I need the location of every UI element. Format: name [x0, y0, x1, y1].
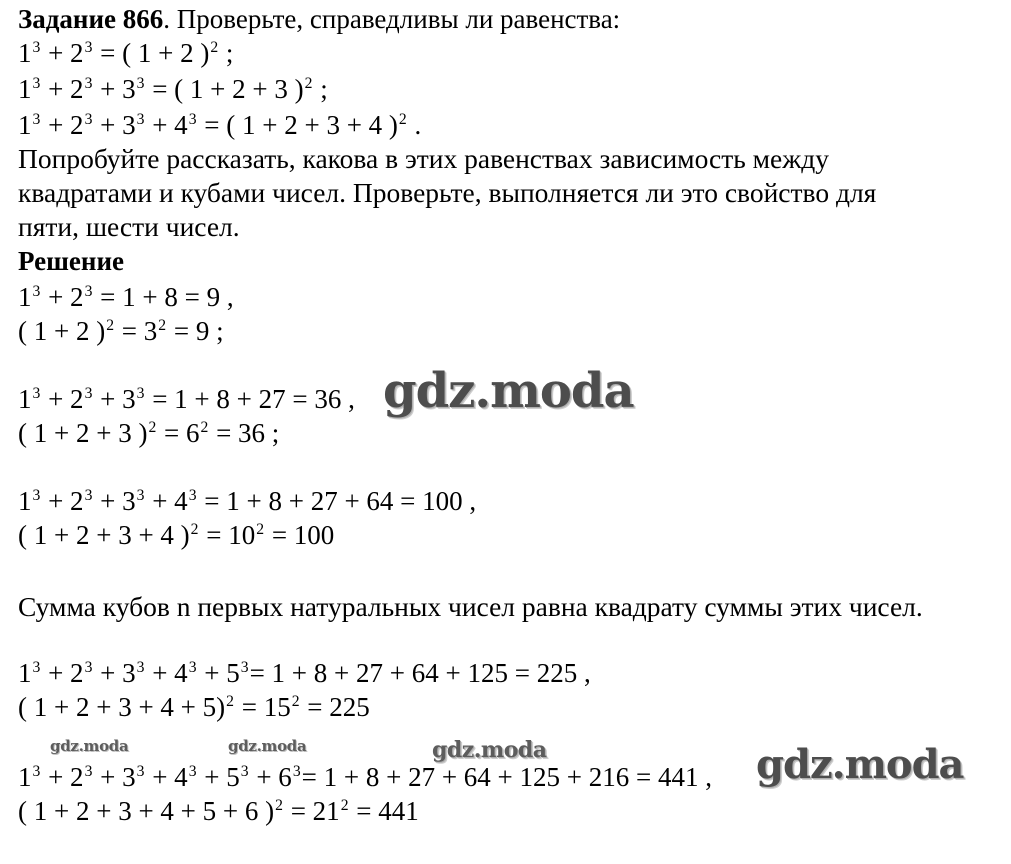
- solution-line: $1^3 + 2^3 = 1 + 8 = 9$ ,: [18, 282, 234, 312]
- solution-heading: Решение: [18, 246, 124, 276]
- watermark-logo: gdz.moda: [50, 737, 129, 755]
- exponent: 3: [136, 487, 145, 505]
- solution-line: ( $1 + 2 + 3 + 4 + 5)^2 = 15^2 = 225$: [18, 692, 370, 722]
- exponent: 2: [398, 111, 407, 129]
- exponent: 3: [136, 385, 145, 403]
- exponent: 3: [240, 763, 249, 781]
- solution-line: ( 1 + 2 + 3 )$^2 = 6^2 = 36$ ;: [18, 418, 280, 448]
- exponent: 3: [84, 659, 93, 677]
- exponent: 2: [256, 521, 265, 539]
- exponent: 2: [200, 419, 209, 437]
- question-line: квадратами и кубами чисел. Проверьте, выполняется ли это свойство для: [18, 177, 877, 208]
- exponent: 2: [291, 693, 300, 711]
- exponent: 3: [32, 385, 41, 403]
- exponent: 2: [275, 797, 283, 815]
- solution-line: $1^3 + 2^3 + 3^3 + 4^3 = 1 + 8 + 27 + 64 = 100$ ,: [18, 486, 477, 516]
- exponent: 3: [188, 487, 197, 505]
- exponent: 3: [84, 283, 93, 301]
- exponent: 3: [32, 659, 41, 677]
- exponent: 2: [190, 521, 199, 539]
- exponent: 3: [84, 385, 93, 403]
- watermark-logo: gdz.moda: [432, 737, 547, 763]
- watermark-logo: gdz.moda: [383, 363, 634, 419]
- exponent: 2: [210, 39, 219, 57]
- solution-line: ( 1 + 2 + 3 + 4 + 5 + 6 )$^2 = 21^2 = 441$: [18, 796, 419, 826]
- exponent: 2: [340, 797, 349, 815]
- equality-line: $1^3 + 2^3 + 3^3$ = ( 1 + 2 + 3 )$^2$ ;: [18, 74, 328, 104]
- exponent: 3: [188, 111, 197, 129]
- question-line: пяти, шести чисел.: [18, 211, 240, 242]
- exponent: 3: [32, 487, 41, 505]
- exponent: 3: [32, 39, 41, 57]
- watermark-logo: gdz.moda: [228, 737, 307, 755]
- task-title-line: [18, 2, 620, 36]
- exponent: 3: [136, 111, 145, 129]
- exponent: 3: [136, 75, 145, 93]
- exponent: 3: [32, 763, 41, 781]
- exponent: 3: [136, 659, 145, 677]
- exponent: 3: [32, 111, 41, 129]
- exponent: 3: [84, 39, 93, 57]
- exponent: 2: [158, 317, 167, 335]
- exponent: 2: [148, 419, 157, 437]
- solution-line: $1^3 + 2^3 + 3^3 + 4^3 + 5^3 + 6^3= 1 + 8 + 27 + 64 + 125 + 216 = 441$ ,: [18, 762, 712, 792]
- exponent: 3: [32, 283, 41, 301]
- exponent: 3: [84, 763, 93, 781]
- exponent: 3: [32, 75, 41, 93]
- exponent: 3: [84, 111, 93, 129]
- exponent: 3: [84, 75, 93, 93]
- task-statement: . Проверьте, справедливы ли равенства:: [163, 4, 621, 34]
- exponent: 2: [226, 693, 234, 711]
- solution-heading-line: [18, 244, 124, 278]
- exponent: 2: [106, 317, 115, 335]
- exponent: 2: [304, 75, 313, 93]
- conclusion-line: Сумма кубов n первых натуральных чисел равна квадрату суммы этих чисел.: [18, 591, 923, 622]
- exponent: 3: [84, 487, 93, 505]
- solution-line: $1^3 + 2^3 + 3^3 = 1 + 8 + 27 = 36$ ,: [18, 384, 355, 414]
- solution-line: ( 1 + 2 + 3 + 4 )$^2 = 10^2 = 100$: [18, 520, 335, 550]
- exponent: 3: [188, 763, 197, 781]
- solution-line: $1^3 + 2^3 + 3^3 + 4^3 + 5^3= 1 + 8 + 27 + 64 + 125 = 225$ ,: [18, 658, 591, 688]
- equality-line: $1^3 + 2^3$ = ( 1 + 2 )$^2$ ;: [18, 38, 234, 68]
- question-line: Попробуйте рассказать, какова в этих равенствах зависимость между: [18, 143, 830, 174]
- watermark-logo: gdz.moda: [756, 741, 964, 788]
- exponent: 3: [292, 763, 301, 781]
- solution-line: ( 1 + 2 )$^2 = 3^2 = 9$ ;: [18, 316, 224, 346]
- task-heading: Задание 866: [18, 4, 164, 34]
- exponent: 3: [240, 659, 249, 677]
- exponent: 3: [188, 659, 197, 677]
- equality-line: $1^3 + 2^3 + 3^3 + 4^3$ = ( 1 + 2 + 3 + 4 )$^2$ .: [18, 110, 422, 140]
- exponent: 3: [136, 763, 145, 781]
